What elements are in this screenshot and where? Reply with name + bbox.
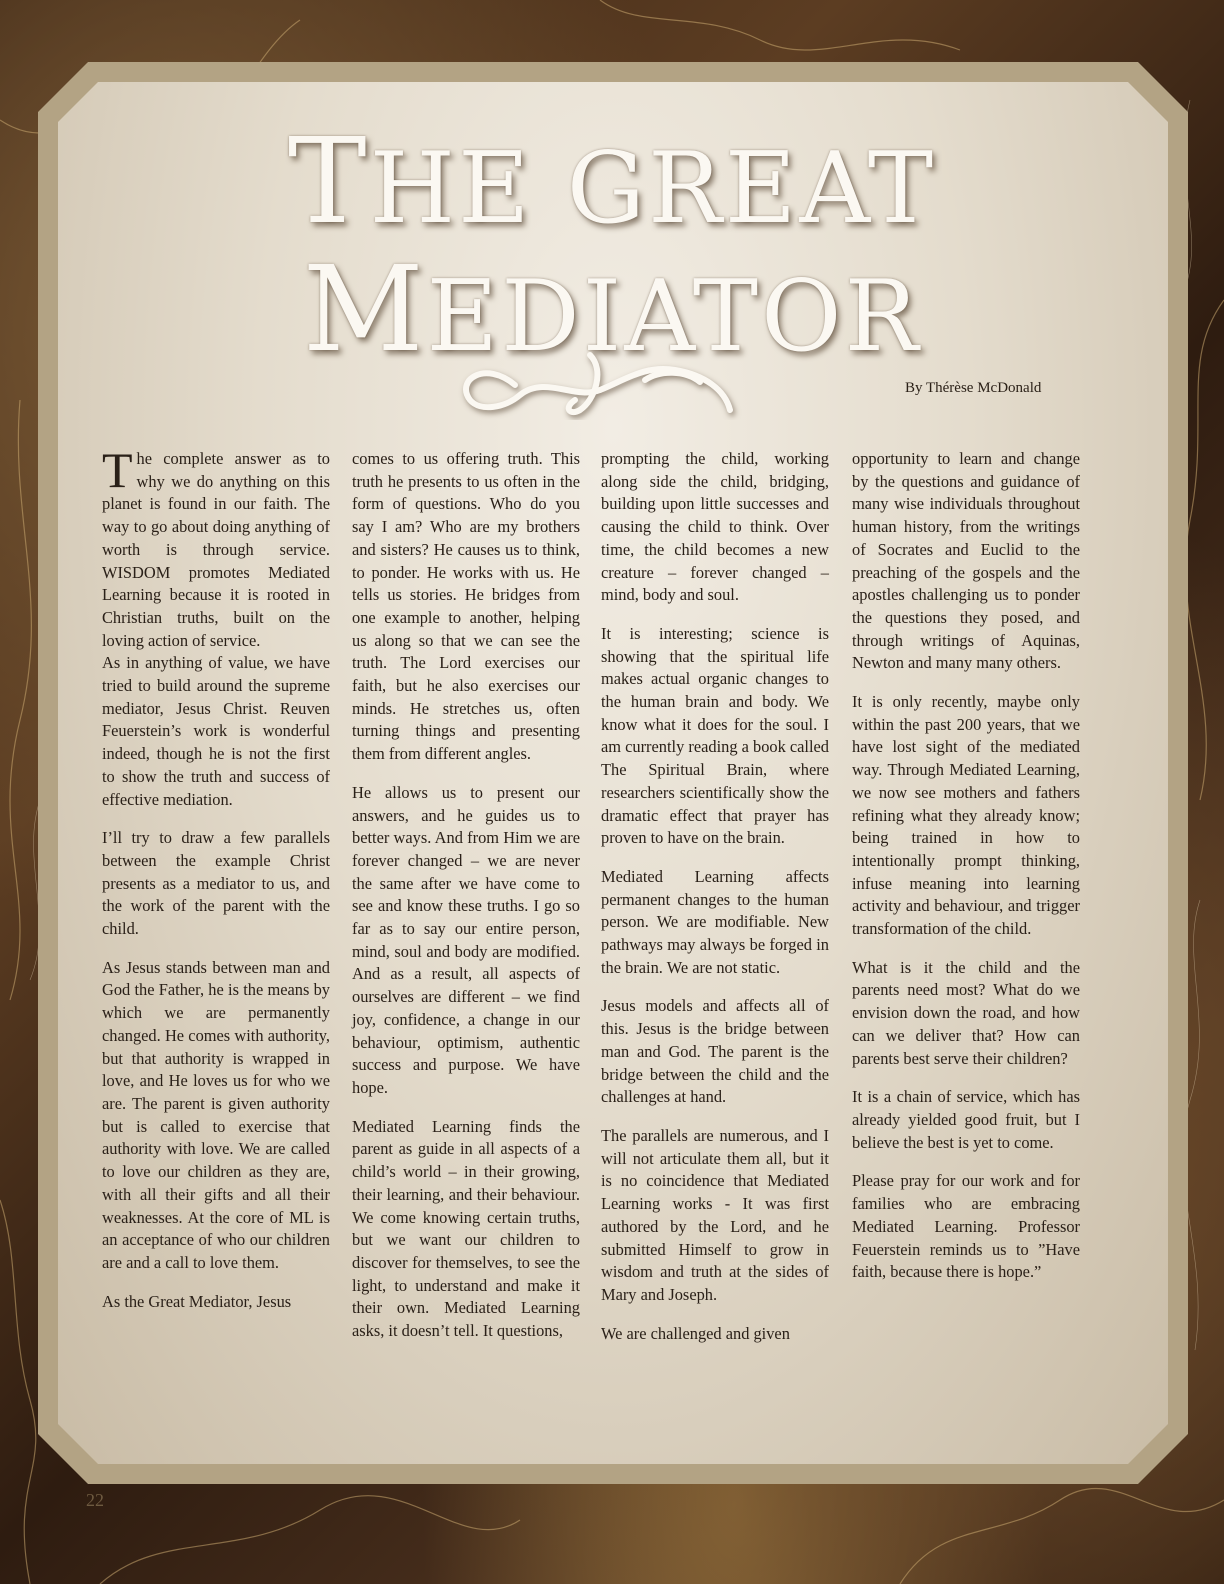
text-column-2: [352, 448, 580, 1359]
text-column-4: [852, 448, 1080, 1300]
title-line-1: [0, 112, 1224, 250]
paragraph: Mediated Learning finds the parent as guide in all aspects of a child’s world – in their growing, their learning, and their behaviour. We come knowing certain truths, but we want our children to discover for themselves, to see the light, to understand and make it their own. Mediated Learning asks, it doesn’t tell. It questions,: [352, 1116, 580, 1341]
paragraph: opportunity to learn and change by the questions and guidance of many wise individuals throughout human history, from the writings of Socrates and Euclid to the preaching of the gospels and the apostles challenging us to ponder the questions they posed, and through writings of Aquinas, Newton and many many others.: [852, 449, 1080, 673]
page-number: 22: [86, 1490, 104, 1510]
paragraph: As Jesus stands between man and God the Father, he is the means by which we are permanently changed. He comes with authority, but that authority is wrapped in love, and He loves us for who we are. The parent is given authority but is called to exercise that authority with love. We are called to love our children as they are, with all their gifts and all their weaknesses. At the core of ML is an acceptance of who our children are and a call to love them.: [102, 957, 330, 1272]
paragraph: comes to us offering truth. This truth he presents to us often in the form of questions. Who do you say I am? Who are my brothers and sisters? He causes us to think, to ponder. He works with us. He tells us stories. He bridges from one example to another, helping us along so that we can see the truth. The Lord exercises our faith, but he also exercises our minds. He stretches us, often turning things and presenting them from different angles.: [352, 449, 580, 764]
paragraph: We are challenged and given: [601, 1323, 790, 1343]
paragraph: It is only recently, maybe only within the past 200 years, that we have lost sight of the mediated way. Through Mediated Learning, we now see mothers and fathers refining what they already know; being trained in how to intentionally prompt thinking, infuse meaning into learning activity and behaviour, and trigger transformation of the child.: [852, 692, 1080, 939]
paragraph: prompting the child, working along side the child, bridging, building upon little successes and causing the child to think. Over time, the child becomes a new creature – forever changed – mind, body and soul.: [601, 449, 829, 605]
byline: By Thérèse McDonald: [905, 380, 1042, 396]
paragraph: I’ll try to draw a few parallels between the example Christ presents as a mediator to us, and the work of the parent with the child.: [102, 828, 330, 939]
title-initial-m: M: [302, 240, 427, 378]
paragraph: Please pray for our work and for families who are embracing Mediated Learning. Professor Feuerstein reminds us to ”Have faith, because there is hope.”: [852, 1171, 1080, 1282]
flourish-ornament-icon: [445, 340, 745, 420]
paragraph: As in anything of value, we have tried to build around the supreme mediator, Jesus Christ. Reuven Feuerstein’s work is wonderful indeed, though he is not the first to show the truth and success of effective mediation.: [102, 653, 330, 809]
paragraph: As the Great Mediator, Jesus: [102, 1291, 292, 1311]
paragraph: What is it the child and the parents need most? What do we envision down the road, and how can we deliver that? How can parents best serve their children?: [852, 957, 1080, 1068]
title-rest-2: EDIATOR: [426, 260, 922, 374]
paragraph: The parallels are numerous, and I will not articulate them all, but it is no coincidence that Mediated Learning works - It was first authored by the Lord, and he submitted Himself to grow in wisdom and truth at the sides of Mary and Joseph.: [601, 1125, 829, 1304]
paragraph: He allows us to present our answers, and he guides us to better ways. And from Him we are forever changed – we are never the same after we have come to see and know these truths. I go so far as to say our entire person, mind, soul and body are modified. And as a result, all aspects of ourselves are different – we find joy, confidence, a change in our behaviour, optimism, authentic success and purpose. We have hope.: [352, 782, 580, 1097]
paragraph: Mediated Learning affects permanent changes to the human person. We are modifiable. New pathways may always be forged in the brain. We are not static.: [601, 866, 829, 977]
drop-cap: T: [102, 442, 133, 498]
title-rest-1: HE GREAT: [369, 132, 937, 246]
paragraph: Jesus models and affects all of this. Jesus is the bridge between man and God. The parent is the bridge between the child and the challenges at hand.: [601, 996, 829, 1107]
title-initial-t: T: [287, 112, 370, 250]
paragraph: It is a chain of service, which has already yielded good fruit, but I believe the best is yet to come.: [852, 1087, 1080, 1152]
paragraph: he complete answer as to why we do anything on this planet is found in our faith. The way to go about doing anything of worth is through service. WISDOM promotes Mediated Learning because it is rooted in Christian truths, built on the loving action of service.: [102, 449, 330, 650]
text-column-3: [601, 448, 829, 1361]
text-column-1: [102, 442, 330, 1329]
paragraph: It is interesting; science is showing that the spiritual life makes actual organic changes to the human brain and body. We know what it does for the soul. I am currently reading a book called The Spiritual Brain, where researchers scientifically show the dramatic effect that prayer has proven to have on the brain.: [601, 623, 830, 848]
